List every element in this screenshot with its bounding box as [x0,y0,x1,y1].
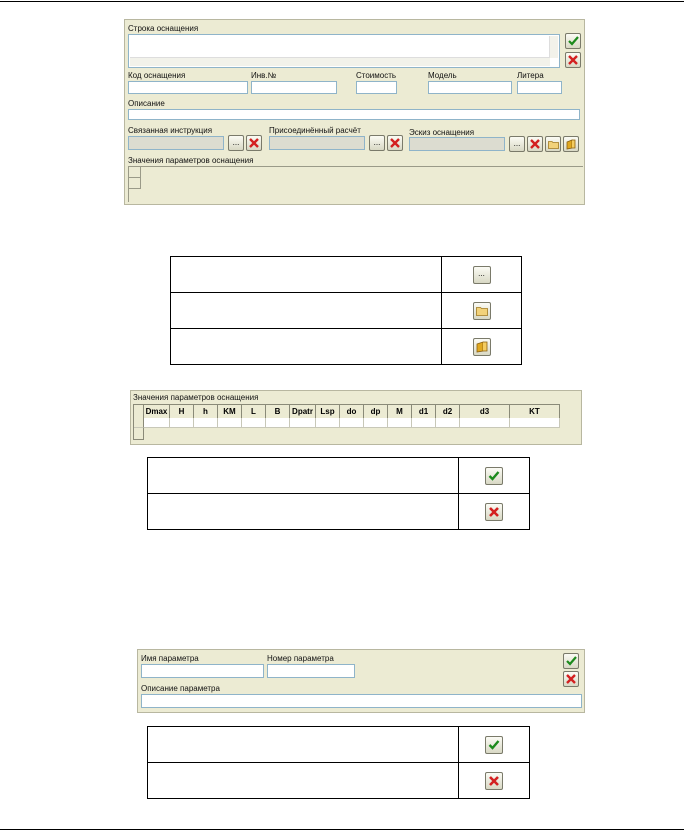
sketch-folder-button[interactable] [545,136,561,152]
row-indicator [133,428,144,440]
browse-icon: ... [473,266,491,284]
grid-cell[interactable] [436,418,460,428]
row-indicator [134,418,144,428]
legend-table-2 [147,457,530,530]
legend-row [148,494,530,530]
legend-row [148,727,530,763]
calculation-input[interactable] [269,136,365,150]
calculation-browse-button[interactable] [369,135,385,151]
grid-cell[interactable] [510,418,560,428]
equipment-string-textarea[interactable] [128,34,560,68]
equipment-form-panel [124,19,585,205]
legend-text-cell [171,293,442,329]
instruction-input[interactable] [128,136,224,150]
instruction-clear-button[interactable] [246,135,262,151]
column-header[interactable]: d1 [412,405,436,418]
param-number-label: Номер параметра [267,654,334,663]
grid-cell[interactable] [242,418,266,428]
column-header[interactable]: H [170,405,194,418]
column-header[interactable]: Dpatr [290,405,316,418]
grid-cell[interactable] [412,418,436,428]
model-label: Модель [428,71,457,80]
cancel-x-icon [249,138,259,148]
cancel-button[interactable] [565,52,581,68]
cost-input[interactable] [356,81,397,94]
code-input[interactable] [128,81,248,94]
top-rule [0,1,684,2]
legend-row [171,257,522,293]
cancel-x-icon [568,55,578,65]
browse-icon: ... [373,138,381,147]
column-header[interactable]: d3 [460,405,510,418]
grid-cell[interactable] [194,418,218,428]
description-input[interactable] [128,109,580,120]
export-icon [473,338,491,356]
letter-input[interactable] [517,81,562,94]
legend-icon-cell [459,458,530,494]
ok-check-icon [568,36,579,46]
column-header[interactable]: dp [364,405,388,418]
bottom-rule [0,829,684,830]
column-header[interactable]: M [388,405,412,418]
cancel-button[interactable] [563,671,579,687]
letter-label: Литера [517,71,544,80]
params-grid-header [133,404,560,418]
ok-check-icon [485,736,503,754]
column-header[interactable]: KT [510,405,560,418]
param-description-input[interactable] [141,694,582,708]
sketch-clear-button[interactable] [527,136,543,152]
grid-cell[interactable] [144,418,170,428]
grid-cell[interactable] [266,418,290,428]
cancel-x-icon [390,138,400,148]
parameter-form-panel [137,649,585,713]
instruction-label: Связанная инструкция [128,126,213,135]
grid-cell[interactable] [316,418,340,428]
cancel-x-icon [566,674,576,684]
grid-corner [134,405,144,418]
params-grid-row[interactable] [133,418,560,428]
legend-row [148,458,530,494]
sketch-input[interactable] [409,137,505,151]
textarea-vscrollbar[interactable] [549,36,558,58]
params-grid-empty[interactable] [128,166,583,202]
code-label: Код оснащения [128,71,186,80]
model-input[interactable] [428,81,512,94]
description-label: Описание [128,99,165,108]
params-grid-panel [130,390,582,445]
legend-icon-cell [459,494,530,530]
params-label: Значения параметров оснащения [128,156,254,165]
legend-icon-cell [442,293,522,329]
grid-cell[interactable] [364,418,388,428]
legend-text-cell [148,727,459,763]
folder-icon [548,140,559,149]
legend-table-3 [147,726,530,799]
cancel-x-icon [530,139,540,149]
params-grid-label: Значения параметров оснащения [133,393,259,402]
inv-label: Инв.№ [251,71,277,80]
param-number-input[interactable] [267,664,355,678]
ok-button[interactable] [565,33,581,49]
legend-row [148,763,530,799]
sketch-export-button[interactable] [563,136,579,152]
legend-icon-cell [459,763,530,799]
legend-text-cell [148,763,459,799]
column-header[interactable]: Dmax [144,405,170,418]
instruction-browse-button[interactable] [228,135,244,151]
legend-text-cell [171,329,442,365]
column-header[interactable]: do [340,405,364,418]
sketch-browse-button[interactable] [509,136,525,152]
grid-cell[interactable] [460,418,510,428]
equipment-string-label: Строка оснащения [128,24,199,33]
grid-cell[interactable] [170,418,194,428]
column-header[interactable]: KM [218,405,242,418]
legend-text-cell [148,458,459,494]
legend-text-cell [148,494,459,530]
column-header[interactable]: d2 [436,405,460,418]
legend-icon-cell [442,257,522,293]
ok-check-icon [485,467,503,485]
grid-cell[interactable] [388,418,412,428]
param-description-label: Описание параметра [141,684,220,693]
cancel-x-icon [485,772,503,790]
ok-check-icon [566,656,577,666]
grid-cell[interactable] [340,418,364,428]
grid-cell[interactable] [290,418,316,428]
param-name-label: Имя параметра [141,654,199,663]
legend-row [171,293,522,329]
ok-button[interactable] [563,653,579,669]
column-header[interactable]: B [266,405,290,418]
folder-icon [473,302,491,320]
cancel-x-icon [485,503,503,521]
param-name-input[interactable] [141,664,264,678]
legend-icon-cell [459,727,530,763]
legend-text-cell [171,257,442,293]
calculation-label: Присоединённый расчёт [269,126,361,135]
grid-row-indicator [129,178,141,189]
calculation-clear-button[interactable] [387,135,403,151]
export-icon [566,139,576,150]
inv-input[interactable] [251,81,337,94]
browse-icon: ... [513,139,521,148]
cost-label: Стоимость [356,71,397,80]
grid-cell[interactable] [218,418,242,428]
sketch-label: Эскиз оснащения [409,128,475,137]
column-header[interactable]: Lsp [316,405,340,418]
browse-icon: ... [232,138,240,147]
column-header[interactable]: L [242,405,266,418]
column-header[interactable]: h [194,405,218,418]
legend-table-1 [170,256,522,365]
legend-icon-cell [442,329,522,365]
textarea-hscrollbar[interactable] [130,57,550,66]
legend-row [171,329,522,365]
grid-row-indicator [129,167,141,178]
